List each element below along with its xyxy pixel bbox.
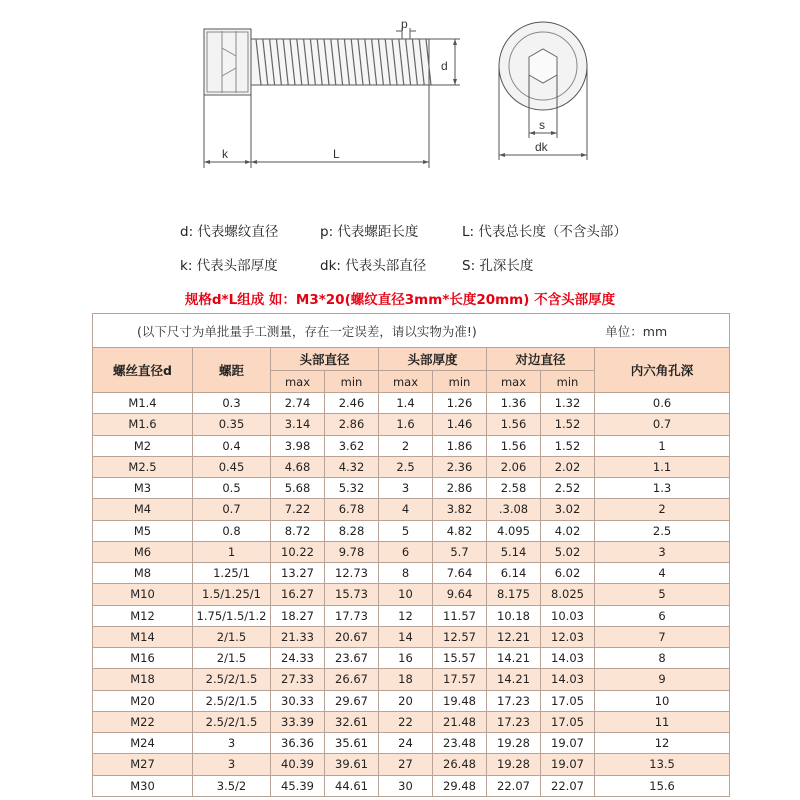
cell-head-dia-max: 40.39: [271, 754, 325, 775]
cell-head-thick-max: 18: [379, 669, 433, 690]
cell-thread-diameter: M12: [93, 605, 193, 626]
legend-s: S: 孔深长度: [462, 258, 534, 274]
cell-across-flats-max: 8.175: [487, 584, 541, 605]
cell-head-thick-min: 7.64: [433, 563, 487, 584]
table-row: [93, 775, 730, 797]
cell-socket-depth: 6: [595, 605, 730, 626]
cell-across-flats-max: .3.08: [487, 499, 541, 520]
cell-across-flats-min: 17.05: [541, 690, 595, 711]
cell-head-thick-min: 2.36: [433, 456, 487, 477]
header-max: max: [379, 371, 433, 393]
cell-pitch: 0.4: [193, 435, 271, 456]
cell-pitch: 0.8: [193, 520, 271, 541]
cell-head-dia-min: 2.46: [325, 393, 379, 414]
header-min: min: [325, 371, 379, 393]
cell-head-dia-max: 36.36: [271, 733, 325, 754]
cell-across-flats-max: 5.14: [487, 541, 541, 562]
cell-head-thick-min: 26.48: [433, 754, 487, 775]
screw-spec-table: [92, 313, 730, 797]
cell-across-flats-max: 14.21: [487, 648, 541, 669]
cell-head-dia-max: 24.33: [271, 648, 325, 669]
cell-head-thick-max: 20: [379, 690, 433, 711]
cell-thread-diameter: M20: [93, 690, 193, 711]
table-row: [93, 584, 730, 605]
table-row: [93, 414, 730, 435]
cell-pitch: 2/1.5: [193, 626, 271, 647]
cell-socket-depth: 3: [595, 541, 730, 562]
cell-socket-depth: 4: [595, 563, 730, 584]
across-flats-label: s: [539, 118, 545, 132]
header-pitch: 螺距: [193, 348, 271, 393]
cell-across-flats-min: 19.07: [541, 754, 595, 775]
cell-across-flats-max: 4.095: [487, 520, 541, 541]
cell-socket-depth: 1: [595, 435, 730, 456]
cell-across-flats-min: 2.02: [541, 456, 595, 477]
cell-across-flats-max: 1.56: [487, 414, 541, 435]
legend-d: d: 代表螺纹直径: [180, 224, 279, 240]
header-max: max: [271, 371, 325, 393]
cell-head-thick-max: 3: [379, 478, 433, 499]
cell-across-flats-max: 2.58: [487, 478, 541, 499]
pitch-label: p: [401, 17, 408, 31]
cell-head-dia-max: 3.14: [271, 414, 325, 435]
cell-head-dia-max: 18.27: [271, 605, 325, 626]
cell-socket-depth: 0.7: [595, 414, 730, 435]
table-row: [93, 690, 730, 711]
table-row: [93, 456, 730, 477]
cell-thread-diameter: M2: [93, 435, 193, 456]
cell-across-flats-min: 14.03: [541, 648, 595, 669]
table-row: [93, 648, 730, 669]
cell-head-thick-max: 1.6: [379, 414, 433, 435]
cell-head-dia-min: 29.67: [325, 690, 379, 711]
cell-head-dia-min: 32.61: [325, 711, 379, 732]
cell-head-thick-min: 2.86: [433, 478, 487, 499]
cell-head-thick-min: 19.48: [433, 690, 487, 711]
cell-across-flats-max: 1.56: [487, 435, 541, 456]
cell-pitch: 0.7: [193, 499, 271, 520]
cell-across-flats-min: 5.02: [541, 541, 595, 562]
cell-head-thick-max: 10: [379, 584, 433, 605]
header-thread-diameter: 螺丝直径d: [93, 348, 193, 393]
table-row: [93, 478, 730, 499]
cell-head-thick-max: 4: [379, 499, 433, 520]
table-note-row: [93, 314, 730, 348]
cell-head-thick-min: 1.46: [433, 414, 487, 435]
cell-head-thick-min: 9.64: [433, 584, 487, 605]
cell-head-thick-min: 1.86: [433, 435, 487, 456]
cell-across-flats-min: 12.03: [541, 626, 595, 647]
cell-head-dia-max: 21.33: [271, 626, 325, 647]
cell-head-thick-max: 6: [379, 541, 433, 562]
cell-socket-depth: 7: [595, 626, 730, 647]
cell-thread-diameter: M10: [93, 584, 193, 605]
table-row: [93, 563, 730, 584]
cell-pitch: 0.45: [193, 456, 271, 477]
cell-thread-diameter: M18: [93, 669, 193, 690]
cell-across-flats-min: 14.03: [541, 669, 595, 690]
cell-head-dia-min: 23.67: [325, 648, 379, 669]
table-row: [93, 435, 730, 456]
table-row: [93, 499, 730, 520]
cell-across-flats-max: 22.07: [487, 775, 541, 797]
head-diameter-label: dk: [535, 140, 548, 154]
cell-head-thick-max: 1.4: [379, 393, 433, 414]
cell-head-dia-max: 45.39: [271, 775, 325, 797]
cell-head-thick-max: 27: [379, 754, 433, 775]
table-row: [93, 541, 730, 562]
cell-head-thick-min: 11.57: [433, 605, 487, 626]
cell-across-flats-min: 4.02: [541, 520, 595, 541]
head-thickness-label: k: [222, 147, 228, 161]
cell-head-dia-min: 35.61: [325, 733, 379, 754]
cell-head-thick-min: 17.57: [433, 669, 487, 690]
cell-thread-diameter: M3: [93, 478, 193, 499]
legend-p: p: 代表螺距长度: [320, 224, 419, 240]
cell-head-dia-max: 33.39: [271, 711, 325, 732]
cell-pitch: 3: [193, 754, 271, 775]
header-head-diameter: 头部直径: [271, 348, 379, 371]
cell-head-dia-min: 17.73: [325, 605, 379, 626]
header-head-thickness: 头部厚度: [379, 348, 487, 371]
cell-head-dia-min: 4.32: [325, 456, 379, 477]
cell-head-dia-min: 6.78: [325, 499, 379, 520]
cell-pitch: 0.5: [193, 478, 271, 499]
cell-head-dia-min: 44.61: [325, 775, 379, 797]
cell-head-dia-max: 27.33: [271, 669, 325, 690]
cell-across-flats-min: 1.52: [541, 414, 595, 435]
cell-thread-diameter: M22: [93, 711, 193, 732]
cell-pitch: 3: [193, 733, 271, 754]
header-socket-depth: 内六角孔深: [595, 348, 730, 393]
legend-dk: dk: 代表头部直径: [320, 258, 427, 274]
side-view-screw-drawing: [204, 28, 460, 168]
table-row: [93, 626, 730, 647]
legend-k: k: 代表头部厚度: [180, 258, 278, 274]
screw-dimension-diagram: [0, 0, 800, 205]
cell-head-dia-max: 10.22: [271, 541, 325, 562]
header-min: min: [433, 371, 487, 393]
cell-pitch: 3.5/2: [193, 775, 271, 797]
cell-head-thick-max: 22: [379, 711, 433, 732]
cell-head-dia-max: 2.74: [271, 393, 325, 414]
table-row: [93, 605, 730, 626]
cell-socket-depth: 2.5: [595, 520, 730, 541]
cell-across-flats-min: 19.07: [541, 733, 595, 754]
cell-thread-diameter: M27: [93, 754, 193, 775]
cell-head-dia-min: 12.73: [325, 563, 379, 584]
cell-socket-depth: 1.1: [595, 456, 730, 477]
cell-pitch: 1.25/1: [193, 563, 271, 584]
cell-head-dia-max: 13.27: [271, 563, 325, 584]
cell-pitch: 1.5/1.25/1: [193, 584, 271, 605]
header-across-flats: 对边直径: [487, 348, 595, 371]
cell-head-thick-min: 5.7: [433, 541, 487, 562]
cell-pitch: 0.3: [193, 393, 271, 414]
cell-socket-depth: 11: [595, 711, 730, 732]
cell-thread-diameter: M6: [93, 541, 193, 562]
cell-across-flats-min: 8.025: [541, 584, 595, 605]
cell-socket-depth: 15.6: [595, 775, 730, 797]
spec-format-note: 规格d*L组成 如：M3*20(螺纹直径3mm*长度20mm) 不含头部厚度: [184, 292, 616, 308]
cell-head-dia-max: 7.22: [271, 499, 325, 520]
cell-head-thick-min: 3.82: [433, 499, 487, 520]
cell-pitch: 2.5/2/1.5: [193, 690, 271, 711]
cell-head-thick-min: 15.57: [433, 648, 487, 669]
cell-socket-depth: 13.5: [595, 754, 730, 775]
cell-head-dia-max: 8.72: [271, 520, 325, 541]
cell-socket-depth: 0.6: [595, 393, 730, 414]
cell-across-flats-max: 2.06: [487, 456, 541, 477]
table-row: [93, 754, 730, 775]
measurement-disclaimer: (以下尺寸为单批量手工测量，存在一定误差，请以实物为准!): [137, 323, 477, 339]
cell-across-flats-max: 17.23: [487, 711, 541, 732]
table-row: [93, 393, 730, 414]
cell-head-dia-max: 4.68: [271, 456, 325, 477]
header-max: max: [487, 371, 541, 393]
cell-head-dia-min: 3.62: [325, 435, 379, 456]
cell-across-flats-min: 2.52: [541, 478, 595, 499]
cell-across-flats-min: 1.52: [541, 435, 595, 456]
cell-thread-diameter: M8: [93, 563, 193, 584]
cell-head-thick-max: 14: [379, 626, 433, 647]
cell-thread-diameter: M16: [93, 648, 193, 669]
cell-head-thick-max: 30: [379, 775, 433, 797]
cell-across-flats-min: 22.07: [541, 775, 595, 797]
cell-head-thick-min: 29.48: [433, 775, 487, 797]
cell-head-dia-max: 16.27: [271, 584, 325, 605]
legend-L: L: 代表总长度（不含头部）: [462, 224, 627, 240]
total-length-label: L: [333, 147, 340, 161]
cell-head-dia-min: 2.86: [325, 414, 379, 435]
cell-head-thick-min: 23.48: [433, 733, 487, 754]
cell-thread-diameter: M14: [93, 626, 193, 647]
cell-across-flats-max: 19.28: [487, 754, 541, 775]
cell-head-dia-min: 8.28: [325, 520, 379, 541]
cell-socket-depth: 8: [595, 648, 730, 669]
table-row: [93, 711, 730, 732]
cell-head-dia-min: 9.78: [325, 541, 379, 562]
cell-head-thick-max: 8: [379, 563, 433, 584]
cell-across-flats-min: 17.05: [541, 711, 595, 732]
unit-label: 单位：mm: [605, 323, 668, 339]
cell-head-thick-max: 12: [379, 605, 433, 626]
cell-head-thick-max: 16: [379, 648, 433, 669]
cell-head-dia-min: 26.67: [325, 669, 379, 690]
table-row: [93, 520, 730, 541]
cell-head-dia-max: 5.68: [271, 478, 325, 499]
cell-pitch: 2/1.5: [193, 648, 271, 669]
cell-pitch: 1.75/1.5/1.2: [193, 605, 271, 626]
cell-thread-diameter: M1.4: [93, 393, 193, 414]
cell-across-flats-max: 19.28: [487, 733, 541, 754]
legend-row-2: [0, 254, 800, 272]
table-row: [93, 733, 730, 754]
cell-head-dia-min: 39.61: [325, 754, 379, 775]
cell-across-flats-min: 6.02: [541, 563, 595, 584]
cell-head-thick-min: 21.48: [433, 711, 487, 732]
cell-across-flats-max: 6.14: [487, 563, 541, 584]
cell-across-flats-min: 10.03: [541, 605, 595, 626]
cell-thread-diameter: M5: [93, 520, 193, 541]
cell-across-flats-max: 14.21: [487, 669, 541, 690]
cell-head-thick-max: 2: [379, 435, 433, 456]
cell-head-dia-min: 20.67: [325, 626, 379, 647]
cell-across-flats-min: 3.02: [541, 499, 595, 520]
cell-pitch: 0.35: [193, 414, 271, 435]
cell-across-flats-max: 17.23: [487, 690, 541, 711]
cell-pitch: 2.5/2/1.5: [193, 669, 271, 690]
cell-socket-depth: 12: [595, 733, 730, 754]
cell-head-thick-max: 2.5: [379, 456, 433, 477]
cell-head-dia-min: 15.73: [325, 584, 379, 605]
cell-head-dia-min: 5.32: [325, 478, 379, 499]
thread-diameter-label: d: [441, 59, 448, 73]
cell-head-thick-max: 24: [379, 733, 433, 754]
cell-head-thick-min: 4.82: [433, 520, 487, 541]
cell-thread-diameter: M4: [93, 499, 193, 520]
cell-head-thick-min: 12.57: [433, 626, 487, 647]
legend-row-1: [0, 220, 800, 238]
cell-thread-diameter: M24: [93, 733, 193, 754]
cell-socket-depth: 2: [595, 499, 730, 520]
cell-across-flats-max: 1.36: [487, 393, 541, 414]
header-min: min: [541, 371, 595, 393]
cell-across-flats-min: 1.32: [541, 393, 595, 414]
cell-pitch: 2.5/2/1.5: [193, 711, 271, 732]
cell-socket-depth: 9: [595, 669, 730, 690]
cell-head-thick-max: 5: [379, 520, 433, 541]
cell-across-flats-max: 12.21: [487, 626, 541, 647]
spec-table-body: [93, 393, 730, 797]
cell-socket-depth: 1.3: [595, 478, 730, 499]
cell-thread-diameter: M30: [93, 775, 193, 797]
cell-socket-depth: 10: [595, 690, 730, 711]
cell-thread-diameter: M2.5: [93, 456, 193, 477]
cell-head-dia-max: 3.98: [271, 435, 325, 456]
cell-head-dia-max: 30.33: [271, 690, 325, 711]
table-row: [93, 669, 730, 690]
cell-socket-depth: 5: [595, 584, 730, 605]
cell-pitch: 1: [193, 541, 271, 562]
cell-thread-diameter: M1.6: [93, 414, 193, 435]
cell-across-flats-max: 10.18: [487, 605, 541, 626]
cell-head-thick-min: 1.26: [433, 393, 487, 414]
